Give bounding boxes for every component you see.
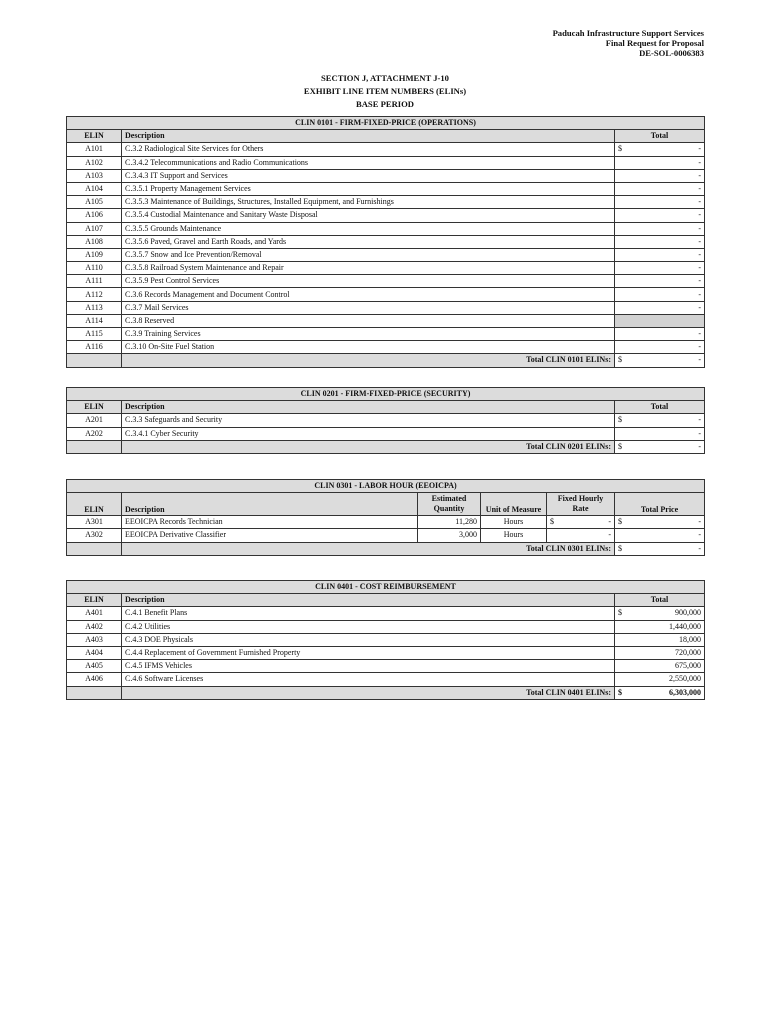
amount-value: -	[698, 210, 702, 220]
elin-cell: A106	[67, 209, 122, 222]
col-header-estimated-quantity: Estimated Quantity	[418, 493, 481, 516]
total-cell	[615, 169, 705, 182]
clin-0401-title: CLIN 0401 - COST REIMBURSEMENT	[67, 581, 705, 594]
col-header-description: Description	[122, 130, 615, 143]
description-cell: C.3.10 On-Site Fuel Station	[122, 341, 615, 354]
table-row	[67, 196, 705, 209]
elin-cell: A301	[67, 516, 122, 529]
amount-value: -	[698, 184, 702, 194]
table-row	[67, 607, 705, 620]
elin-cell: A112	[67, 288, 122, 301]
total-cell	[615, 143, 705, 156]
elin-cell: A111	[67, 275, 122, 288]
table-row	[67, 222, 705, 235]
col-header-description: Description	[122, 594, 615, 607]
elin-cell: A103	[67, 169, 122, 182]
col-header-description: Description	[122, 401, 615, 414]
table-row	[67, 288, 705, 301]
col-header-description: Description	[122, 493, 418, 516]
amount-value: -	[698, 302, 702, 312]
description-cell: C.3.5.7 Snow and Ice Prevention/Removal	[122, 248, 615, 261]
description-cell: C.4.5 IFMS Vehicles	[122, 660, 615, 673]
description-cell: C.3.4.3 IT Support and Services	[122, 169, 615, 182]
currency-symbol: $	[618, 517, 622, 527]
description-cell: C.3.5.3 Maintenance of Buildings, Structures, Installed Equipment, and Furnishings	[122, 196, 615, 209]
table-row	[67, 182, 705, 195]
table-row	[67, 673, 705, 686]
total-cell	[615, 235, 705, 248]
quantity-cell: 11,280	[418, 516, 481, 529]
currency-symbol: $	[618, 415, 622, 425]
elin-cell: A116	[67, 341, 122, 354]
clin-0401-total-value: $ 6,303,000	[615, 686, 705, 699]
elin-cell: A107	[67, 222, 122, 235]
col-header-total: Total	[615, 130, 705, 143]
amount-value: 675,000	[675, 661, 702, 671]
col-header-total: Total	[615, 401, 705, 414]
amount-value: -	[698, 263, 702, 273]
total-cell	[615, 414, 705, 427]
rate-value: -	[608, 530, 611, 540]
total-cell	[615, 196, 705, 209]
amount-value: -	[698, 144, 702, 154]
table-row	[67, 633, 705, 646]
description-cell: C.3.9 Training Services	[122, 328, 615, 341]
total-cell	[615, 275, 705, 288]
clin-0201-total-label: Total CLIN 0201 ELINs:	[122, 440, 615, 453]
table-row	[67, 314, 705, 327]
table-row	[67, 660, 705, 673]
document-title	[0, 72, 770, 111]
amount-value: -	[698, 530, 702, 540]
col-header-unit-of-measure: Unit of Measure	[481, 493, 547, 516]
col-header-fixed-hourly-rate: Fixed Hourly Rate	[547, 493, 615, 516]
col-header-total: Total	[615, 594, 705, 607]
table-row	[67, 235, 705, 248]
description-cell: C.4.2 Utilities	[122, 620, 615, 633]
elin-cell: A114	[67, 314, 122, 327]
amount-value: -	[698, 289, 702, 299]
elin-cell: A101	[67, 143, 122, 156]
total-cell	[615, 301, 705, 314]
description-cell: C.4.1 Benefit Plans	[122, 607, 615, 620]
title-line-2: EXHIBIT LINE ITEM NUMBERS (ELINs)	[303, 86, 467, 96]
amount-value: -	[698, 249, 702, 259]
total-cell	[615, 341, 705, 354]
table-row	[67, 620, 705, 633]
document-header	[553, 28, 704, 58]
header-line-2: Final Request for Proposal	[605, 38, 704, 48]
description-cell: C.3.5.9 Pest Control Services	[122, 275, 615, 288]
amount-value: -	[698, 223, 702, 233]
col-header-total-price: Total Price	[615, 493, 705, 516]
elin-cell: A405	[67, 660, 122, 673]
table-row	[67, 301, 705, 314]
unit-of-measure-cell: Hours	[481, 529, 547, 542]
clin-0201-total-value: $ -	[615, 440, 705, 453]
table-row	[67, 169, 705, 182]
elin-cell: A102	[67, 156, 122, 169]
elin-cell: A404	[67, 646, 122, 659]
description-cell: EEOICPA Records Technician	[122, 516, 418, 529]
total-cell	[615, 660, 705, 673]
elin-cell: A401	[67, 607, 122, 620]
table-row	[67, 143, 705, 156]
total-cell	[615, 607, 705, 620]
table-row	[67, 275, 705, 288]
clin-0401-table	[66, 580, 705, 700]
total-cell	[615, 673, 705, 686]
description-cell: C.3.5.4 Custodial Maintenance and Sanitary Waste Disposal	[122, 209, 615, 222]
clin-0201-table	[66, 387, 705, 454]
elin-cell: A109	[67, 248, 122, 261]
table-row	[67, 427, 705, 440]
description-cell: C.3.3 Safeguards and Security	[122, 414, 615, 427]
clin-0301-table	[66, 479, 705, 556]
clin-0401-rows	[67, 607, 705, 686]
clin-0301-title: CLIN 0301 - LABOR HOUR (EEOICPA)	[67, 480, 705, 493]
description-cell: C.3.5.1 Property Management Services	[122, 182, 615, 195]
description-cell: C.4.4 Replacement of Government Furnished Property	[122, 646, 615, 659]
amount-value: 720,000	[675, 648, 702, 658]
total-cell	[615, 209, 705, 222]
clin-0101-table	[66, 116, 705, 368]
total-cell	[615, 262, 705, 275]
rate-cell	[547, 529, 615, 542]
amount-value: -	[698, 517, 702, 527]
elin-cell: A403	[67, 633, 122, 646]
clin-0101-rows	[67, 143, 705, 354]
description-cell: C.3.4.2 Telecommunications and Radio Communications	[122, 156, 615, 169]
description-cell: C.3.6 Records Management and Document Control	[122, 288, 615, 301]
rate-cell	[547, 516, 615, 529]
clin-0201-title: CLIN 0201 - FIRM-FIXED-PRICE (SECURITY)	[67, 388, 705, 401]
total-cell	[615, 646, 705, 659]
table-row	[67, 248, 705, 261]
table-row	[67, 341, 705, 354]
description-cell: C.3.2 Radiological Site Services for Others	[122, 143, 615, 156]
col-header-elin: ELIN	[67, 594, 122, 607]
elin-cell: A202	[67, 427, 122, 440]
amount-value: -	[698, 276, 702, 286]
total-cell	[615, 314, 705, 327]
rate-value: -	[608, 517, 611, 527]
total-price-cell	[615, 529, 705, 542]
clin-0301-total-label: Total CLIN 0301 ELINs:	[122, 542, 615, 555]
table-row	[67, 516, 705, 529]
total-cell	[615, 222, 705, 235]
header-line-1: Paducah Infrastructure Support Services	[552, 28, 704, 38]
title-line-1: SECTION J, ATTACHMENT J-10	[321, 73, 449, 83]
amount-value: -	[698, 329, 702, 339]
currency-symbol: $	[618, 144, 622, 154]
elin-cell: A110	[67, 262, 122, 275]
elin-cell: A201	[67, 414, 122, 427]
total-cell	[615, 427, 705, 440]
description-cell: C.3.4.1 Cyber Security	[122, 427, 615, 440]
description-cell: C.3.7 Mail Services	[122, 301, 615, 314]
table-row	[67, 529, 705, 542]
table-row	[67, 209, 705, 222]
amount-value: -	[698, 428, 702, 438]
elin-cell: A115	[67, 328, 122, 341]
description-cell: EEOICPA Derivative Classifier	[122, 529, 418, 542]
amount-value: 18,000	[679, 634, 702, 644]
amount-value: -	[698, 236, 702, 246]
amount-value: -	[698, 415, 702, 425]
description-cell: C.4.6 Software Licenses	[122, 673, 615, 686]
clin-0101-total-label: Total CLIN 0101 ELINs:	[122, 354, 615, 367]
total-price-cell	[615, 516, 705, 529]
col-header-elin: ELIN	[67, 493, 122, 516]
description-cell: C.3.5.6 Paved, Gravel and Earth Roads, and Yards	[122, 235, 615, 248]
amount-value: 900,000	[675, 608, 702, 618]
elin-cell: A108	[67, 235, 122, 248]
amount-value: 2,550,000	[669, 674, 702, 684]
col-header-elin: ELIN	[67, 401, 122, 414]
total-cell	[615, 156, 705, 169]
clin-0301-rows	[67, 516, 705, 542]
amount-value: -	[698, 170, 702, 180]
table-row	[67, 646, 705, 659]
quantity-cell: 3,000	[418, 529, 481, 542]
total-cell	[615, 248, 705, 261]
elin-cell: A302	[67, 529, 122, 542]
description-cell: C.3.5.8 Railroad System Maintenance and Repair	[122, 262, 615, 275]
amount-value: -	[698, 157, 702, 167]
amount-value: -	[698, 342, 702, 352]
col-header-elin: ELIN	[67, 130, 122, 143]
currency-symbol: $	[618, 608, 622, 618]
clin-0101-total-value: $ -	[615, 354, 705, 367]
elin-cell: A113	[67, 301, 122, 314]
description-cell: C.3.8 Reserved	[122, 314, 615, 327]
amount-value: -	[698, 197, 702, 207]
elin-cell: A105	[67, 196, 122, 209]
total-cell	[615, 620, 705, 633]
header-line-3: DE-SOL-0006383	[639, 48, 704, 58]
unit-of-measure-cell: Hours	[481, 516, 547, 529]
currency-symbol: $	[550, 517, 554, 527]
description-cell: C.3.5.5 Grounds Maintenance	[122, 222, 615, 235]
total-cell	[615, 633, 705, 646]
table-row	[67, 262, 705, 275]
table-row	[67, 156, 705, 169]
total-cell	[615, 182, 705, 195]
elin-cell: A406	[67, 673, 122, 686]
elin-cell: A402	[67, 620, 122, 633]
amount-value: 1,440,000	[669, 621, 702, 631]
clin-0201-rows	[67, 414, 705, 440]
table-row	[67, 414, 705, 427]
total-cell	[615, 328, 705, 341]
elin-cell: A104	[67, 182, 122, 195]
total-cell	[615, 288, 705, 301]
clin-0101-title: CLIN 0101 - FIRM-FIXED-PRICE (OPERATIONS)	[67, 117, 705, 130]
table-row	[67, 328, 705, 341]
description-cell: C.4.3 DOE Physicals	[122, 633, 615, 646]
clin-0401-total-label: Total CLIN 0401 ELINs:	[122, 686, 615, 699]
title-line-3: BASE PERIOD	[355, 99, 415, 109]
clin-0301-total-value: $ -	[615, 542, 705, 555]
